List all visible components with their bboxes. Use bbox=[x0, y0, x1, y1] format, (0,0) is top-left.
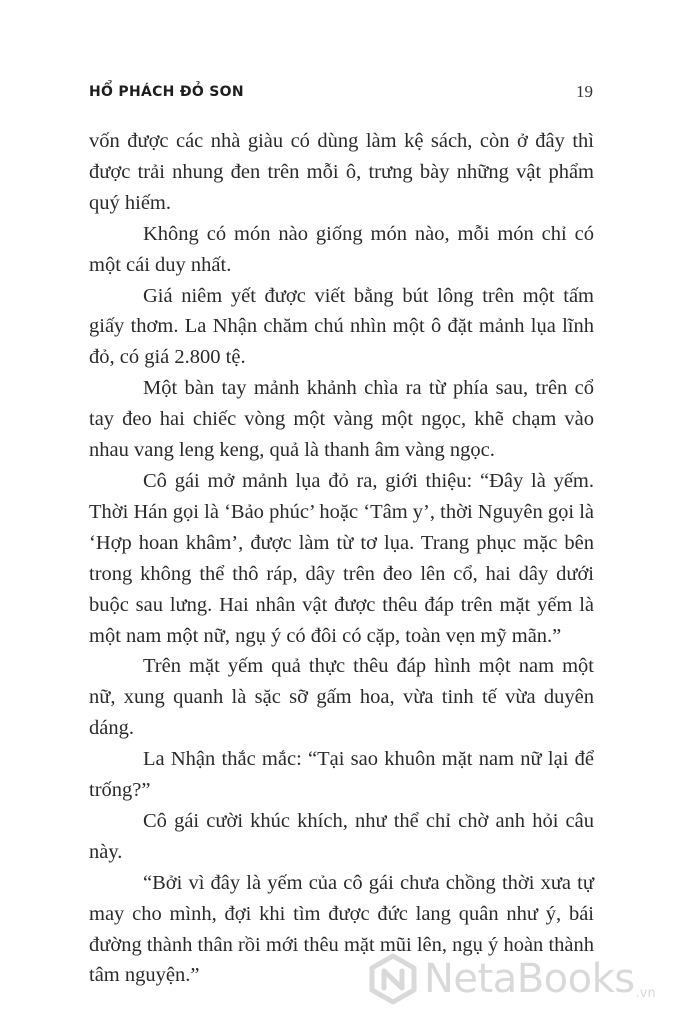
netabooks-logo-icon bbox=[367, 953, 419, 1005]
body-text bbox=[89, 126, 594, 991]
paragraph: Không có món nào giống món nào, mỗi món chỉ có một cái duy nhất. bbox=[89, 222, 594, 276]
paragraph: Cô gái mở mảnh lụa đỏ ra, giới thiệu: “Đây là yếm. Thời Hán gọi là ‘Bảo phúc’ hoặc ‘Tâm y’, thời Nguyên gọi là ‘Hợp hoan khâm’, được làm từ tơ lụa. Trang phục mặc bên trong không thể thô ráp, dây trên đeo lên cổ, hai dây dưới buộc sau lưng. Hai nhân vật được thêu đáp trên mặt yếm là một nam một nữ, ngụ ý có đôi có cặp, toàn vẹn mỹ mãn.” bbox=[89, 469, 594, 647]
paragraph: vốn được các nhà giàu có dùng làm kệ sách, còn ở đây thì được trải nhung đen trên mỗi ô, trưng bày những vật phẩm quý hiếm. bbox=[89, 130, 594, 214]
watermark-suffix: .vn bbox=[635, 986, 656, 1001]
page-number: 19 bbox=[576, 82, 593, 101]
paragraph: Giá niêm yết được viết bằng bút lông trên một tấm giấy thơm. La Nhận chăm chú nhìn một ô đặt mảnh lụa lĩnh đỏ, có giá 2.800 tệ. bbox=[89, 284, 594, 369]
running-head: HỔ PHÁCH ĐỎ SON bbox=[89, 84, 244, 100]
paragraph: Một bàn tay mảnh khảnh chìa ra từ phía sau, trên cổ tay đeo hai chiếc vòng một vàng một ngọc, khẽ chạm vào nhau vang leng keng, quả là thanh âm vàng ngọc. bbox=[89, 377, 594, 462]
paragraph: La Nhận thắc mắc: “Tại sao khuôn mặt nam nữ lại để trống?” bbox=[89, 748, 594, 802]
watermark bbox=[367, 953, 656, 1005]
paragraph: “Bởi vì đây là yếm của cô gái chưa chồng thời xưa tự may cho mình, đợi khi tìm được đức lang quân như ý, bái đường thành thân rồi mới thêu mặt mũi lên, ngụ ý hoàn thành tâm nguyện.” bbox=[89, 871, 594, 987]
watermark-brand: NetaBooks bbox=[424, 956, 635, 1002]
paragraph: Trên mặt yếm quả thực thêu đáp hình một nam một nữ, xung quanh là sặc sỡ gấm hoa, vừa tinh tế vừa duyên dáng. bbox=[89, 655, 594, 740]
paragraph: Cô gái cười khúc khích, như thể chỉ chờ anh hỏi câu này. bbox=[89, 809, 594, 863]
